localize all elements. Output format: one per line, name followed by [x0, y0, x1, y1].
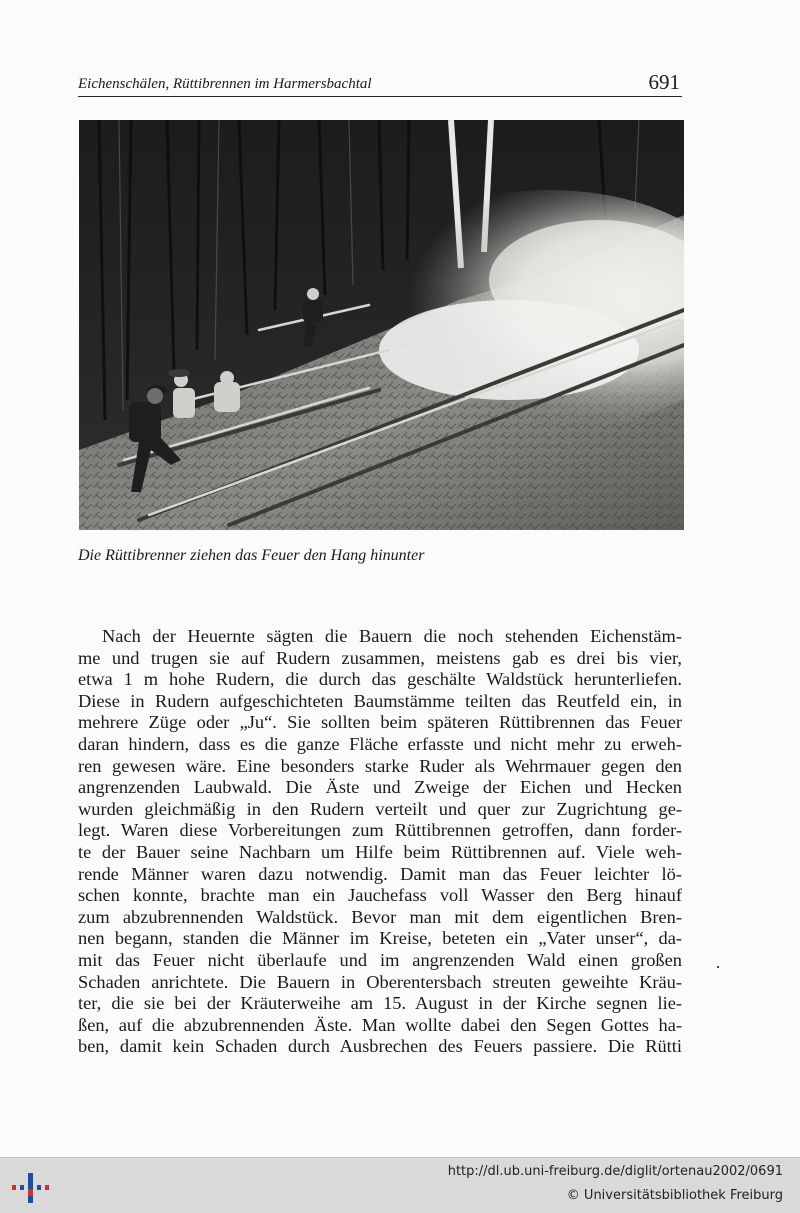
text-line: etwa 1 m hohe Rudern, die durch das geschälte Waldstück herunterliefen. — [78, 669, 682, 690]
text-line: ben, damit kein Schaden durch Ausbrechen des Feuers passiere. Die Rütti — [78, 1036, 682, 1057]
photograph-forest-fire-slope — [79, 120, 684, 530]
permalink-url[interactable]: http://dl.ub.uni-freiburg.de/diglit/ortenau2002/0691 — [447, 1164, 783, 1179]
page-number: 691 — [648, 70, 680, 94]
text-line: daran hindern, dass es die ganze Fläche erfasste und nicht mehr zu erweh- — [78, 733, 682, 754]
copyright-notice: © Universitätsbibliothek Freiburg — [566, 1188, 783, 1203]
text-line: zum abzubrennenden Waldstück. Bevor man mit dem eigentlichen Bren- — [78, 906, 682, 927]
viewer-footer — [0, 1157, 800, 1213]
text-line: me und trugen sie auf Rudern zusammen, meistens gab es drei bis vier, — [78, 647, 682, 668]
text-line: Schaden anrichtete. Die Bauern in Oberentersbach streuten geweihte Kräu- — [78, 971, 682, 992]
text-line: Nach der Heuernte sägten die Bauern die noch stehenden Eichenstäm- — [102, 626, 682, 646]
text-line: wurden gleichmäßig in den Rudern verteilt und quer zur Zugrichtung ge- — [78, 798, 682, 819]
running-title: Eichenschälen, Rüttibrennen im Harmersbachtal — [78, 76, 372, 92]
text-line: rende Männer waren dazu notwendig. Damit man das Feuer leichter lö- — [78, 863, 682, 884]
scan-speck — [717, 966, 719, 968]
text-line: mit das Feuer nicht überlaufe und im angrenzenden Wald einen großen — [78, 949, 682, 970]
text-line: ßen, auf die abzubrennenden Äste. Man wollte dabei den Segen Gottes ha- — [78, 1014, 682, 1035]
dl-ub-logo-icon — [10, 1167, 50, 1207]
text-line: Diese in Rudern aufgeschichteten Baumstämme teilten das Reutfeld ein, in — [78, 690, 682, 711]
text-line: ren gewesen wäre. Eine besonders starke Ruder als Wehrmauer gegen den — [78, 755, 682, 776]
text-line: angrenzenden Laubwald. Die Äste und Zweige der Eichen und Hecken — [78, 777, 682, 798]
body-paragraph — [78, 626, 682, 1058]
figure-caption: Die Rüttibrenner ziehen das Feuer den Hang hinunter — [78, 547, 425, 564]
text-line: ter, die sie bei der Kräuterweihe am 15. August in der Kirche segnen lie- — [78, 993, 682, 1014]
text-line: legt. Waren diese Vorbereitungen zum Rüttibrennen getroffen, dann forder- — [78, 820, 682, 841]
text-line: schen konnte, brachte man ein Jauchefass voll Wasser den Berg hinauf — [78, 885, 682, 906]
running-head — [78, 72, 682, 97]
text-line: te der Bauer seine Nachbarn um Hilfe beim Rüttibrennen auf. Viele weh- — [78, 841, 682, 862]
forest-fire-photograph — [79, 120, 684, 530]
text-line: nen begann, standen die Männer im Kreise, beteten ein „Vater unser“, da- — [78, 928, 682, 949]
text-line: mehrere Züge oder „Ju“. Sie sollten beim späteren Rüttibrennen das Feuer — [78, 712, 682, 733]
